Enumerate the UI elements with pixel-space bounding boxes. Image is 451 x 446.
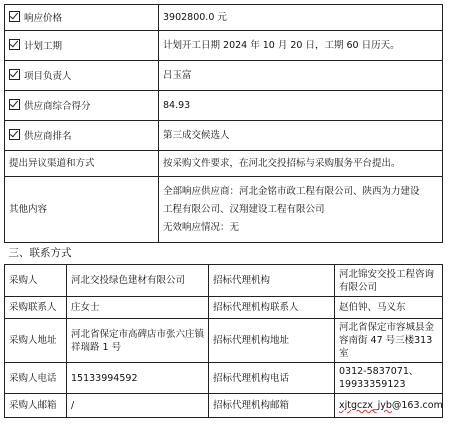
result-table [4,4,443,418]
contact-row [5,363,443,394]
schedule-value: 计划开工日期 2024 年 10 月 20 日，工期 60 日历天。 [159,31,443,61]
agency-email-domain: @163.com [391,400,443,411]
agency-contact-value: 赵伯钟、马义东 [335,297,443,319]
agency-address-value: 河北省保定市容城县金容南街 47 号三楼313 室 [335,319,443,363]
manager-label: 项目负责人 [24,70,72,82]
ranking-value: 第三成交候选人 [159,121,443,151]
row-section-title [5,243,443,265]
purchaser-phone-label: 采购人电话 [5,363,67,394]
ranking-label: 供应商排名 [24,130,72,142]
checkbox-checked-icon [9,69,20,80]
contact-row [5,394,443,418]
contact-row [5,265,443,297]
other-label: 其他内容 [5,177,159,243]
agency-email-user: xjtgczx_jyb [339,400,392,411]
checkbox-checked-icon [9,99,20,110]
agency-email-label: 招标代理机构邮箱 [209,394,335,418]
row-objection [5,151,443,177]
agency-label: 招标代理机构 [209,265,335,297]
checkbox-checked-icon [9,129,20,140]
purchaser-contact-value: 庄女士 [67,297,209,319]
result-table-container [4,4,442,418]
purchaser-phone-value: 15133994592 [67,363,209,394]
checkbox-checked-icon [9,11,20,22]
row-other [5,177,443,243]
schedule-label: 计划工期 [24,40,63,52]
row-ranking [5,121,443,151]
purchaser-value: 河北交投绿色建材有限公司 [67,265,209,297]
objection-label: 提出异议渠道和方式 [5,151,159,177]
score-label-cell [5,91,159,121]
row-score [5,91,443,121]
price-value: 3902800.0 元 [159,5,443,31]
score-label: 供应商综合得分 [24,100,91,112]
row-project-manager [5,61,443,91]
section-title: 三、联系方式 [5,243,443,265]
ranking-label-cell [5,121,159,151]
purchaser-email-label: 采购人邮箱 [5,394,67,418]
row-schedule [5,31,443,61]
purchaser-address-value: 河北省保定市高碑店市张六庄镇祥瑞路 1 号 [67,319,209,363]
purchaser-label: 采购人 [5,265,67,297]
agency-contact-label: 招标代理机构联系人 [209,297,335,319]
agency-phone-value: 0312-5837071、19933359123 [335,363,443,394]
purchaser-address-label: 采购人地址 [5,319,67,363]
agency-email-value [335,394,443,418]
other-line-1: 全部响应供应商：河北金铭市政工程有限公司、陕西为力建设 [163,185,420,197]
purchaser-email-value: / [67,394,209,418]
agency-phone-label: 招标代理机构电话 [209,363,335,394]
other-line-2: 工程有限公司、汉翔建设工程有限公司 [163,203,325,215]
checkbox-checked-icon [9,39,20,50]
other-line-3: 无效响应情况：无 [163,221,240,233]
contact-row [5,297,443,319]
score-value: 84.93 [159,91,443,121]
manager-value: 吕玉富 [159,61,443,91]
schedule-label-cell [5,31,159,61]
other-value [159,177,443,243]
price-label-cell [5,5,159,31]
agency-address-label: 招标代理机构地址 [209,319,335,363]
row-price [5,5,443,31]
objection-value: 按采购文件要求，在河北交投招标与采购服务平台提出。 [159,151,443,177]
contact-row [5,319,443,363]
purchaser-contact-label: 采购联系人 [5,297,67,319]
manager-label-cell [5,61,159,91]
price-label: 响应价格 [24,12,63,24]
agency-value: 河北锦安交投工程咨询有限公司 [335,265,443,297]
